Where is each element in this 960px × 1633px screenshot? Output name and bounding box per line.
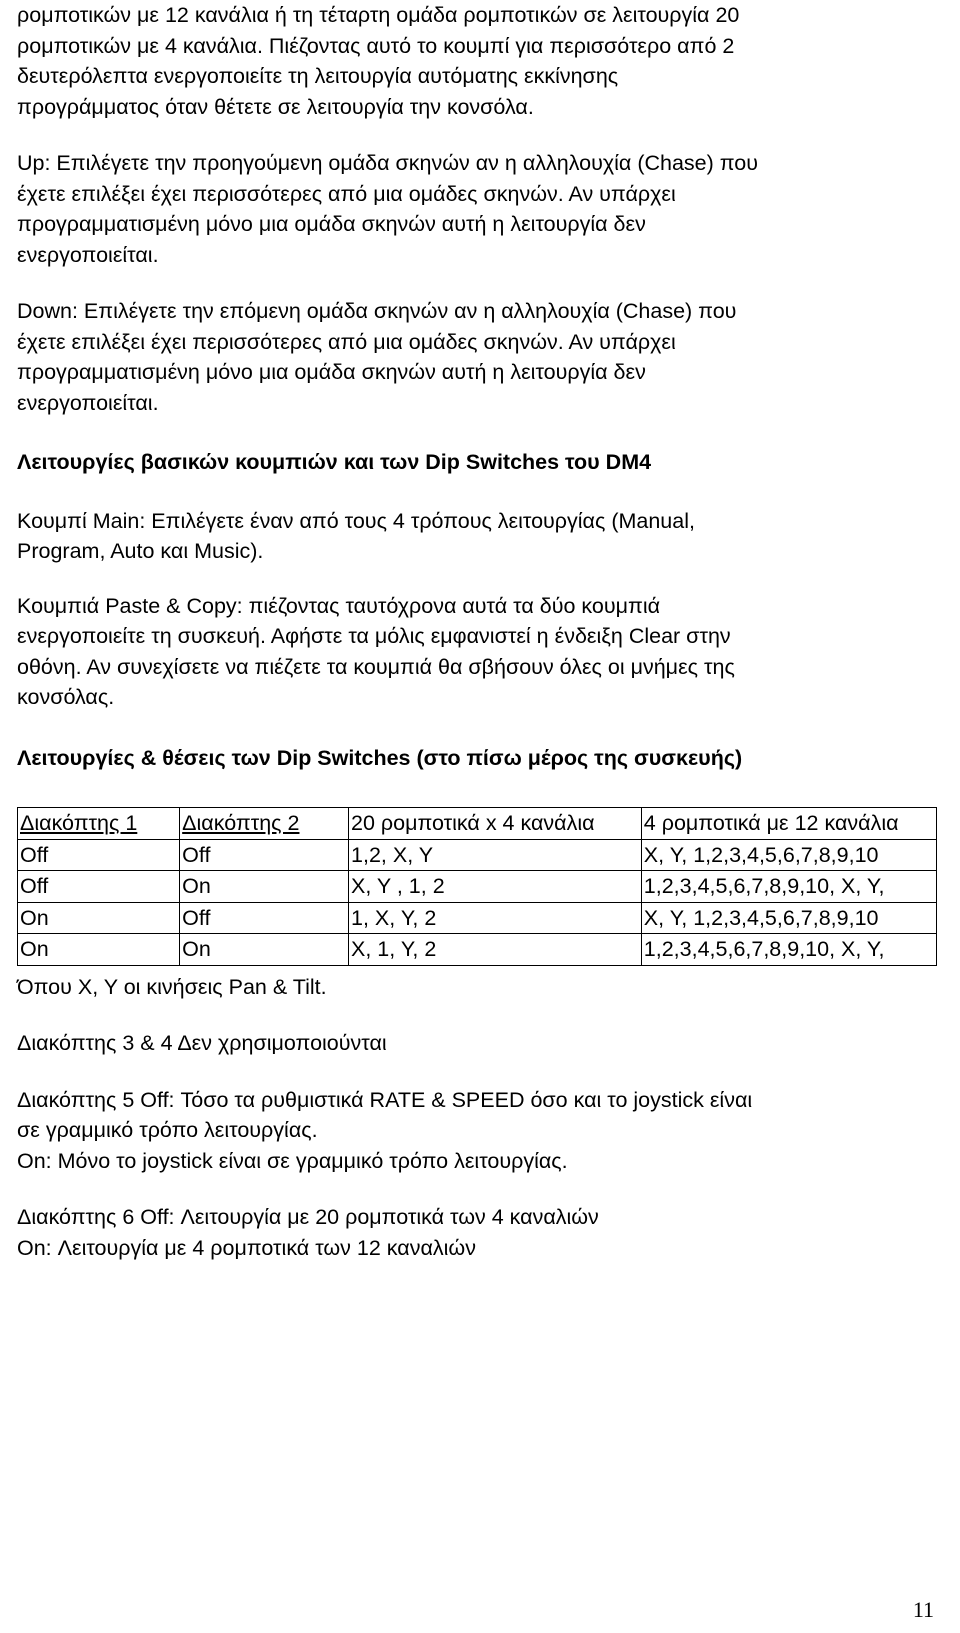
table-cell: 1, X, Y, 2 [349,902,642,934]
text-line: ρομποτικών με 12 κανάλια ή τη τέταρτη ομάδα ρομποτικών σε λειτουργία 20 [17,3,740,27]
table-cell: Off [180,839,349,871]
table-row [18,839,937,871]
text-line: δευτερόλεπτα ενεργοποιείτε τη λειτουργία αυτόματης εκκίνησης [17,64,619,88]
table-cell: 1,2, X, Y [349,839,642,871]
text-line: Κουμπί Main: Επιλέγετε έναν από τους 4 τρόπους λειτουργίας (Manual, [17,508,695,533]
header-cell-switch-1: Διακόπτης 1 [18,808,180,840]
text-line: ενεργοποιείτε τη συσκευή. Αφήστε τα μόλις εμφανιστεί η ένδειξη Clear στην [17,624,731,648]
text-line: Up: Επιλέγετε την προηγούμενη ομάδα σκηνών αν η αλληλουχία (Chase) που [17,151,759,175]
text-line: προγράμματος όταν θέτετε σε λειτουργία την κονσόλα. [17,94,534,119]
main-button-paragraph [17,506,937,567]
xy-note: Όπου X, Y οι κινήσεις Pan & Tilt. [17,974,327,999]
text-line: Διακόπτης 5 Off: Τόσο τα ρυθμιστικά RATE & SPEED όσο και το joystick είναι [17,1087,753,1112]
up-paragraph [17,148,937,270]
table-cell: Off [18,871,180,903]
section-heading-basic-buttons: Λειτουργίες βασικών κουμπιών και των Dip Switches του DM4 [17,450,652,474]
table-cell: 1,2,3,4,5,6,7,8,9,10, X, Y, [641,934,936,966]
dip-switch-table [17,807,937,966]
text-line: On: Λειτουργία με 4 ρομποτικά των 12 καναλιών [17,1235,476,1260]
text-line: Program, Auto και Music). [17,539,264,563]
table-row [18,871,937,903]
table-cell: X, 1, Y, 2 [349,934,642,966]
text-line: σε γραμμικό τρόπο λειτουργίας. [17,1118,318,1142]
text-line: κονσόλας. [17,685,115,709]
table-cell: On [180,934,349,966]
text-line: On: Μόνο το joystick είναι σε γραμμικό τρόπο λειτουργίας. [17,1148,568,1173]
switch-5-paragraph [17,1085,937,1177]
table-cell: On [18,902,180,934]
header-cell-20-robotics: 20 ρομποτικά x 4 κανάλια [349,808,642,840]
table-cell: Off [180,902,349,934]
text-line: ενεργοποιείται. [17,242,159,267]
text-line: ρομποτικών με 4 κανάλια. Πιέζοντας αυτό το κουμπί για περισσότερο από 2 [17,33,735,58]
switch-6-paragraph [17,1202,937,1263]
paste-copy-paragraph [17,591,937,713]
table-cell: Off [18,839,180,871]
intro-paragraph [17,0,937,122]
down-paragraph [17,296,937,418]
text-line: ενεργοποιείται. [17,390,159,415]
table-cell: X, Y , 1, 2 [349,871,642,903]
table-cell: X, Y, 1,2,3,4,5,6,7,8,9,10 [641,902,936,934]
switch-3-4-note: Διακόπτης 3 & 4 Δεν χρησιμοποιούνται [17,1031,387,1055]
text-line: οθόνη. Αν συνεχίσετε να πιέζετε τα κουμπιά θα σβήσουν όλες οι μνήμες της [17,654,735,679]
header-cell-switch-2: Διακόπτης 2 [180,808,349,840]
text-line: Διακόπτης 6 Off: Λειτουργία με 20 ρομποτικά των 4 καναλιών [17,1205,599,1229]
table-cell: On [180,871,349,903]
text-line: έχετε επιλέξει έχει περισσότερες από μια ομάδες σκηνών. Αν υπάρχει [17,329,676,354]
table-cell: 1,2,3,4,5,6,7,8,9,10, X, Y, [641,871,936,903]
text-line: προγραμματισμένη μόνο μια ομάδα σκηνών αυτή η λειτουργία δεν [17,212,646,236]
document-page [17,0,937,1263]
text-line: Down: Επιλέγετε την επόμενη ομάδα σκηνών αν η αλληλουχία (Chase) που [17,299,737,323]
table-row [18,902,937,934]
header-cell-4-robotics: 4 ρομποτικά με 12 κανάλια [641,808,936,840]
table-header-row [18,808,937,840]
table-row [18,934,937,966]
text-line: Κουμπιά Paste & Copy: πιέζοντας ταυτόχρονα αυτά τα δύο κουμπιά [17,593,661,618]
section-heading-dip-switches: Λειτουργίες & θέσεις των Dip Switches (στο πίσω μέρος της συσκευής) [17,745,743,770]
page-number: 11 [912,1597,934,1622]
table-cell: X, Y, 1,2,3,4,5,6,7,8,9,10 [641,839,936,871]
table-cell: On [18,934,180,966]
text-line: έχετε επιλέξει έχει περισσότερες από μια ομάδες σκηνών. Αν υπάρχει [17,181,676,206]
text-line: προγραμματισμένη μόνο μια ομάδα σκηνών αυτή η λειτουργία δεν [17,360,646,384]
